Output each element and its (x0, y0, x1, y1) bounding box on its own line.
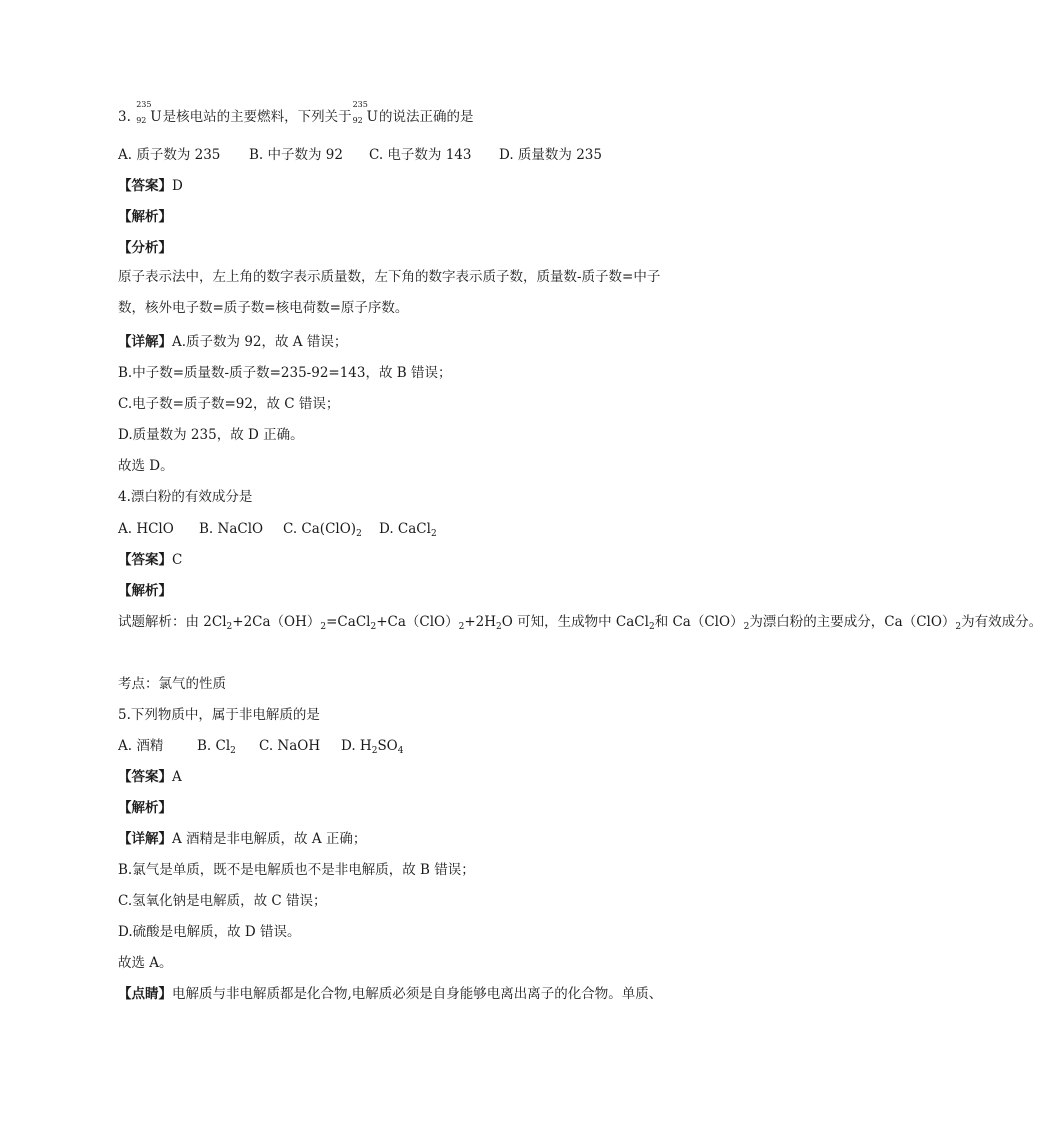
q5-conclusion: 故选 A。 (118, 955, 173, 971)
q3-fenxi-text: 原子表示法中，左上角的数字表示质量数，左下角的数字表示质子数，质量数-质子数=中子数，核外电子数=质子数=核电荷数=原子序数。 (118, 269, 661, 316)
q3-option-a: A. 质子数为 235 (118, 147, 221, 163)
q4-option-b: B. NaClO (199, 521, 264, 537)
q4-option-a: A. HClO (118, 521, 174, 537)
q3-option-b: B. 中子数为 92 (249, 147, 343, 163)
q5-option-b: B. $Cl_2$ (197, 738, 236, 756)
q4-options (118, 520, 686, 538)
q3-fenxi-label: 【分析】 (118, 240, 172, 256)
q5-option-c: C. NaOH (259, 738, 321, 754)
q5-detail-c: C.氢氧化钠是电解质，故 C 错误； (118, 893, 327, 909)
q5-stem: 5.下列物质中，属于非电解质的是 (118, 707, 320, 723)
q4-kaodian: 考点：氯气的性质 (118, 676, 226, 692)
q3-detail-c: C.电子数=质子数=92，故 C 错误； (118, 396, 340, 412)
q3-analysis-label: 【解析】 (118, 209, 172, 225)
q3-detail-b: B.中子数=质量数-质子数=235-92=143，故 B 错误； (118, 365, 452, 381)
q5-option-a: A. 酒精 (118, 738, 164, 754)
q4-answer: 【答案】C (118, 552, 183, 568)
q5-analysis-label: 【解析】 (118, 800, 172, 816)
q4-analysis-label: 【解析】 (118, 583, 172, 599)
q5-dianjing: 【点睛】电解质与非电解质都是化合物,电解质必须是自身能够电离出离子的化合物。单质、 (118, 986, 663, 1002)
q4-option-c: C. $Ca(ClO)_2$ (283, 521, 362, 539)
q3-stem: 3. 235 92 U是核电站的主要燃料，下列关于 235 92 U的说法正确的是 (118, 100, 474, 125)
q4-explanation-line1: 试题解析：由 $2Cl_2+2Ca(OH)_2=CaCl_2+Ca(ClO)_2+2H_2O$ 可知，生成物中 CaCl$_2$和 $Ca(ClO)_2$为漂白粉的主要成分，$Ca(ClO)_2$为有效成分。 (118, 614, 1042, 632)
q3-detail-a: 【详解】A.质子数为 92，故 A 错误； (118, 334, 348, 350)
q4-option-d: D. CaCl$_2$ (379, 521, 437, 539)
nuclide-u235: 235 92 U (136, 100, 162, 125)
q4-stem: 4.漂白粉的有效成分是 (118, 489, 253, 505)
q5-detail-b: B.氯气是单质，既不是电解质也不是非电解质，故 B 错误； (118, 862, 475, 878)
q5-detail-a: 【详解】A 酒精是非电解质，故 A 正确； (118, 831, 367, 847)
q3-option-c: C. 电子数为 143 (369, 147, 472, 163)
q3-conclusion: 故选 D。 (118, 458, 174, 474)
q5-option-d: D. $H_2SO_4$ (341, 738, 404, 756)
q5-answer: 【答案】A (118, 769, 182, 785)
nuclide-u235: 235 92 U (352, 100, 378, 125)
q3-options (118, 146, 686, 164)
q3-option-d: D. 质量数为 235 (499, 147, 602, 163)
q3-answer: 【答案】D (118, 178, 183, 194)
q5-options (118, 737, 686, 755)
q5-detail-d: D.硫酸是电解质，故 D 错误。 (118, 924, 301, 940)
q3-detail-d: D.质量数为 235，故 D 正确。 (118, 427, 304, 443)
